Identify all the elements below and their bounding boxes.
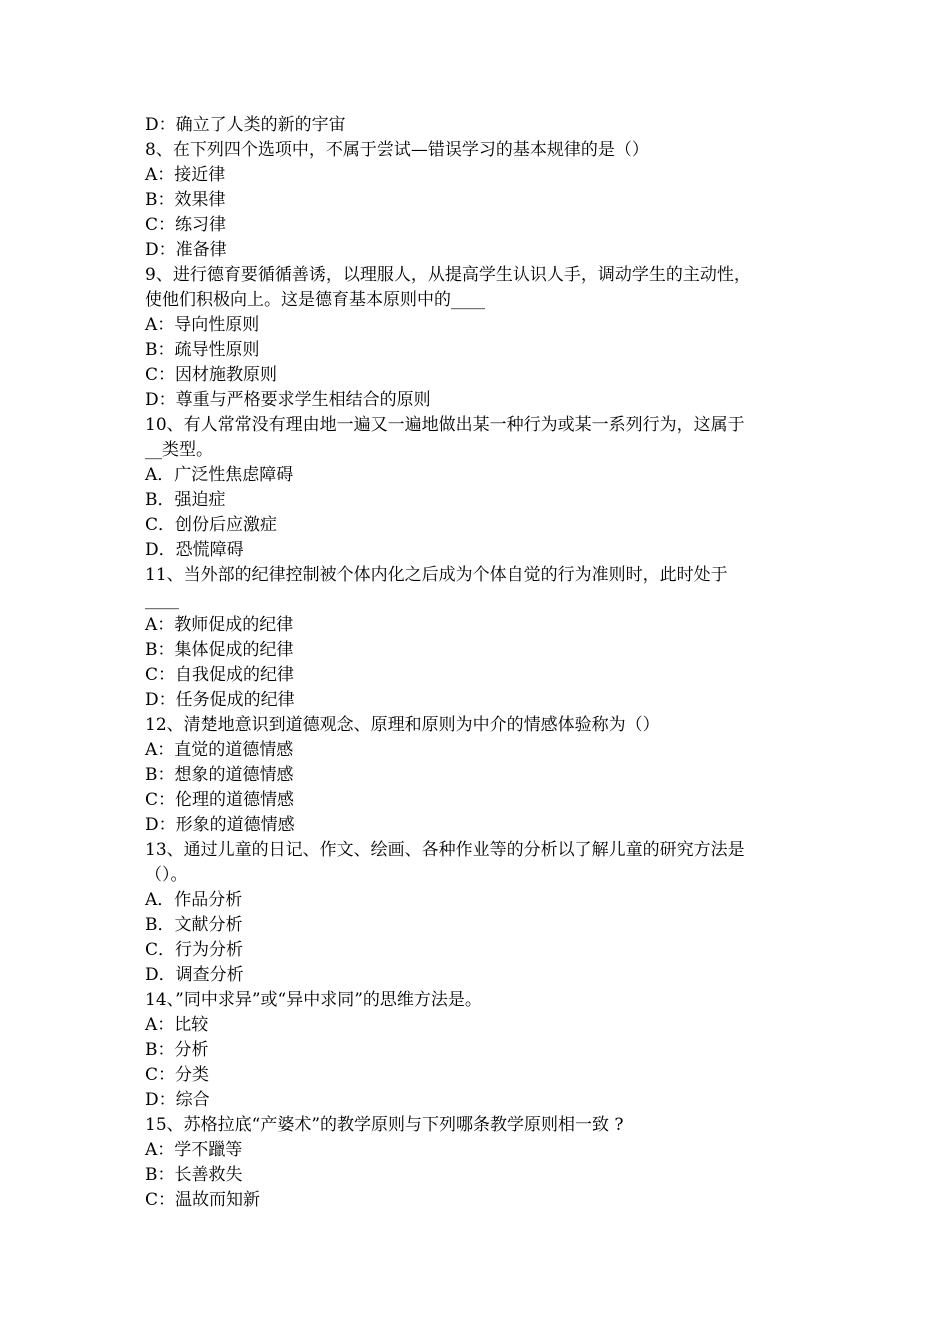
answer-option: A．广泛性焦虑障碍 <box>145 465 294 485</box>
answer-option: D：综合 <box>145 1090 210 1110</box>
question-text: 11、当外部的纪律控制被个体内化之后成为个体自觉的行为准则时，此时处于 <box>145 565 728 585</box>
question-text: ____ <box>145 590 179 610</box>
answer-option: A：直觉的道德情感 <box>145 740 294 760</box>
question-text: 使他们积极向上。这是德育基本原则中的____ <box>145 290 485 310</box>
question-text: 13、通过儿童的日记、作文、绘画、各种作业等的分析以了解儿童的研究方法是 <box>145 840 745 860</box>
answer-option: D：准备律 <box>145 240 227 260</box>
document-body <box>145 113 815 1213</box>
answer-option: C．行为分析 <box>145 940 244 960</box>
answer-option: D：确立了人类的新的宇宙 <box>145 115 346 135</box>
question-text: 10、有人常常没有理由地一遍又一遍地做出某一种行为或某一系列行为，这属于 <box>145 415 745 435</box>
question-text: 8、在下列四个选项中，不属于尝试—错误学习的基本规律的是（） <box>145 140 649 160</box>
answer-option: C：温故而知新 <box>145 1190 261 1210</box>
answer-option: B：集体促成的纪律 <box>145 640 294 660</box>
answer-option: A：接近律 <box>145 165 226 185</box>
question-text: 14、”同中求异”或“异中求同”的思维方法是。 <box>145 990 482 1010</box>
answer-option: D：形象的道德情感 <box>145 815 295 835</box>
answer-option: C：伦理的道德情感 <box>145 790 295 810</box>
question-text: __类型。 <box>145 440 213 460</box>
question-text: 9、进行德育要循循善诱，以理服人，从提高学生认识人手，调动学生的主动性， <box>145 265 751 285</box>
answer-option: B：疏导性原则 <box>145 340 260 360</box>
answer-option: C：分类 <box>145 1065 210 1085</box>
question-text: 12、清楚地意识到道德观念、原理和原则为中介的情感体验称为（） <box>145 715 660 735</box>
answer-option: B：分析 <box>145 1040 209 1060</box>
answer-option: A：学不躐等 <box>145 1140 243 1160</box>
answer-option: D．恐慌障碍 <box>145 540 244 560</box>
answer-option: B：长善救失 <box>145 1165 243 1185</box>
answer-option: C：练习律 <box>145 215 227 235</box>
question-text: （）。 <box>145 865 188 885</box>
answer-option: C．创份后应激症 <box>145 515 278 535</box>
answer-option: A：导向性原则 <box>145 315 260 335</box>
question-text: 15、苏格拉底“产婆术”的教学原则与下列哪条教学原则相一致 ? <box>145 1115 624 1135</box>
answer-option: A：比较 <box>145 1015 209 1035</box>
answer-option: B：效果律 <box>145 190 226 210</box>
answer-option: B：想象的道德情感 <box>145 765 294 785</box>
answer-option: D：尊重与严格要求学生相结合的原则 <box>145 390 431 410</box>
answer-option: B．文献分析 <box>145 915 243 935</box>
answer-option: A．作品分析 <box>145 890 243 910</box>
answer-option: A：教师促成的纪律 <box>145 615 294 635</box>
answer-option: D．调查分析 <box>145 965 244 985</box>
answer-option: C：因材施教原则 <box>145 365 278 385</box>
answer-option: B．强迫症 <box>145 490 226 510</box>
answer-option: D：任务促成的纪律 <box>145 690 295 710</box>
answer-option: C：自我促成的纪律 <box>145 665 295 685</box>
